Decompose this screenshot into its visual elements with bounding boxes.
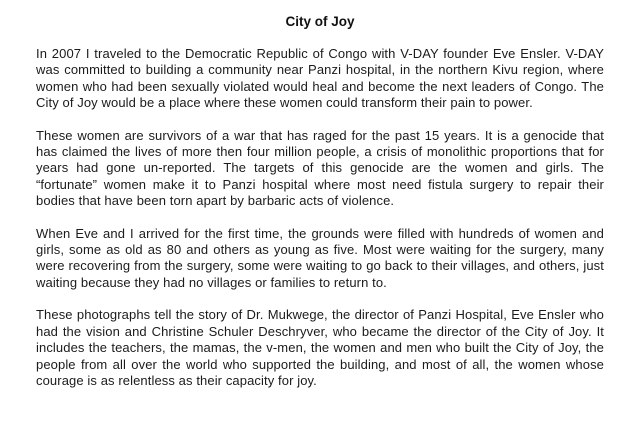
page-title: City of Joy (285, 14, 355, 29)
paragraph-war-survivors: These women are survivors of a war that has raged for the past 15 years. It is a genocide that has claimed the lives of more then four million people, a crisis of monolithic proportions that for years had gone un-reported. The targets of this genocide are the women and girls. The “fortunate” women make it to Panzi hospital where most need fistula surgery to repair their bodies that have been torn apart by barbaric acts of violence. (36, 127, 604, 209)
paragraph-intro-congo: In 2007 I traveled to the Democratic Republic of Congo with V-DAY founder Eve Ensler. V-DAY was committed to building a community near Panzi hospital, in the northern Kivu region, where women who had been sexually violated would heal and become the next leaders of Congo. The City of Joy would be a place where these women could transform their pain to power. (36, 46, 604, 111)
paragraph-first-arrival: When Eve and I arrived for the first time, the grounds were filled with hundreds of women and girls, some as old as 80 and others as young as five. Most were waiting for the surgery, many were recovering from the surgery, some were waiting to go back to their villages, and others, just waiting because they had no villages or families to return to. (36, 225, 604, 290)
paragraph-photographs-story: These photographs tell the story of Dr. Mukwege, the director of Panzi Hospital, Eve Ensler who had the vision and Christine Schuler Deschryver, who became the director of the City of Joy. It includes the teachers, the mamas, the v-men, the women and men who built the City of Joy, the people from all over the world who supported the building, and most of all, the women whose courage is as relentless as their capacity for joy. (36, 307, 604, 388)
